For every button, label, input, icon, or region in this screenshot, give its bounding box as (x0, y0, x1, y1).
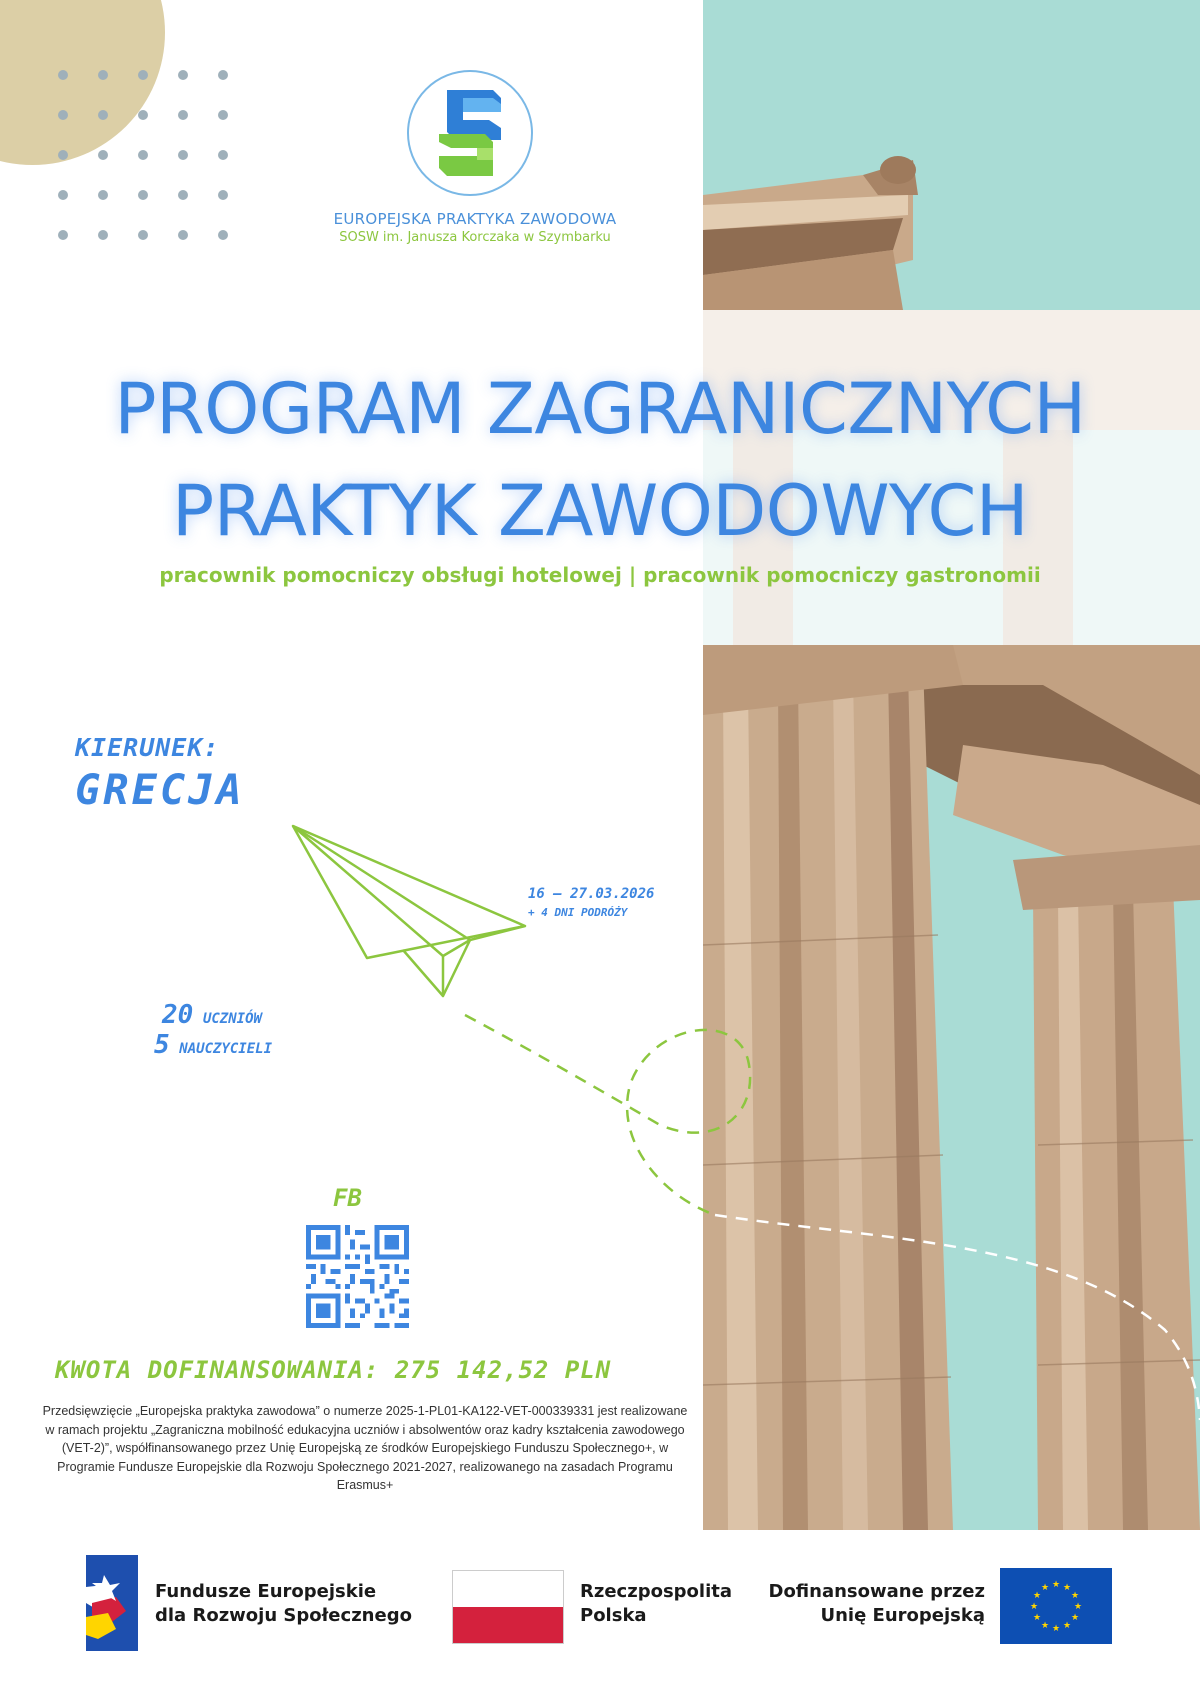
svg-text:★: ★ (1040, 1621, 1050, 1631)
eu-line1: Dofinansowane przez (768, 1581, 985, 1602)
svg-text:★: ★ (1070, 1591, 1080, 1601)
polish-flag-icon (452, 1570, 564, 1644)
project-description: Przedsięwzięcie „Europejska praktyka zawodowa” o numerze 2025-1-PL01-KA122-VET-000339331 jest realizowane w ramach projektu „Zagraniczna mobilność edukacyjna uczniów i absolwentów oraz kadry kształcenia zawodowego (VET-2)”, współfinansowanego przez Unię Europejską ze środków Europejskiego Funduszu Społecznego+, w Programie Fundusze Europejskie dla Rozwoju Społecznego 2021-2027, realizowanego na zasadach Programu Erasmus+ (42, 1404, 688, 1492)
paper-plane-icon (285, 818, 530, 1003)
destination-value: GRECJA (75, 765, 245, 814)
rp-line1: Rzeczpospolita (580, 1581, 732, 1602)
rp-line2: Polska (580, 1605, 647, 1626)
logo-subtitle: SOSW im. Janusza Korczaka w Szymbarku (339, 230, 611, 245)
svg-text:★: ★ (1070, 1613, 1080, 1623)
teachers-label: NAUCZYCIELI (179, 1041, 273, 1057)
teachers-info (154, 1030, 272, 1060)
trip-dates: 16 – 27.03.2026 (528, 886, 655, 902)
fb-label: FB (333, 1184, 362, 1212)
travel-days: + 4 DNI PODRÓŻY (528, 906, 628, 919)
fe-flag-icon (86, 1555, 138, 1651)
svg-text:★: ★ (1029, 1602, 1039, 1612)
fe-text (155, 1580, 412, 1628)
eu-line2: Unię Europejską (820, 1605, 985, 1626)
rp-text (580, 1580, 732, 1628)
svg-text:★: ★ (1040, 1583, 1050, 1593)
students-count: 20 (162, 1000, 194, 1030)
logo-s-icon (405, 68, 535, 198)
svg-text:★: ★ (1062, 1583, 1072, 1593)
svg-text:★: ★ (1073, 1602, 1083, 1612)
qr-code-icon[interactable] (306, 1225, 409, 1328)
fe-line2: dla Rozwoju Społecznego (155, 1605, 412, 1626)
svg-text:★: ★ (1051, 1580, 1061, 1590)
destination-label: KIERUNEK: (75, 733, 220, 762)
page-title-line1: PROGRAM ZAGRANICZNYCH (114, 368, 1086, 450)
students-info (162, 1000, 262, 1030)
fe-line1: Fundusze Europejskie (155, 1581, 377, 1602)
eu-text (740, 1580, 985, 1628)
eu-flag-icon (1000, 1568, 1112, 1644)
teachers-count: 5 (154, 1030, 170, 1060)
page-subtitle: pracownik pomocniczy obsługi hotelowej | pracownik pomocniczy gastronomii (159, 563, 1041, 587)
svg-text:★: ★ (1032, 1591, 1042, 1601)
svg-text:★: ★ (1032, 1613, 1042, 1623)
students-label: UCZNIÓW (202, 1011, 262, 1027)
logo-title: EUROPEJSKA PRAKTYKA ZAWODOWA (333, 210, 617, 228)
funding-amount: KWOTA DOFINANSOWANIA: 275 142,52 PLN (55, 1356, 612, 1384)
page-title-line2: PRAKTYK ZAWODOWYCH (171, 470, 1029, 552)
svg-text:★: ★ (1051, 1624, 1061, 1634)
svg-text:★: ★ (1062, 1621, 1072, 1631)
